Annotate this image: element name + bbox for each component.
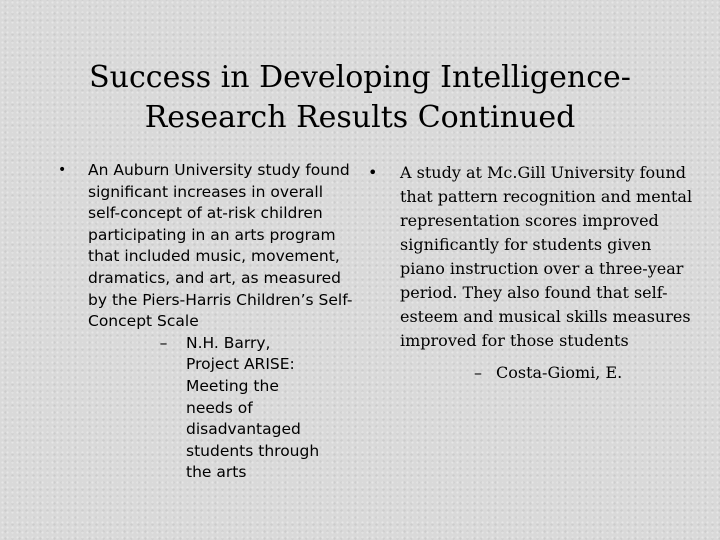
left-citation [141,333,326,484]
dash-icon: – [474,363,482,382]
right-column [368,161,693,385]
title-line-1: Success in Developing Intelligence- [89,60,631,95]
dash-icon: – [159,333,168,352]
slide-title [40,58,680,138]
left-bullet-item [58,160,358,333]
right-citation [460,361,693,385]
bullet-icon: • [368,163,378,182]
left-column [58,160,358,484]
right-bullet-item [368,161,693,353]
left-citation-text: N.H. Barry, Project ARISE: Meeting the needs of disadvantaged students through the arts [186,333,320,482]
bullet-icon: • [58,162,67,178]
title-line-2: Research Results Continued [144,100,576,135]
left-bullet-text: An Auburn University study found significant increases in overall self-concept of at-risk children participating in an arts program that included music, movement, dramatics, and art, as measured by the Piers-Harris Children’s Self-Concept Scale [88,161,353,331]
right-citation-text: Costa-Giomi, E. [496,363,623,382]
right-bullet-text: A study at Mc.Gill University found that pattern recognition and mental representation scores improved significantly for students given piano instruction over a three-year period. They also found that self-esteem and musical skills measures improved for those students [400,163,693,350]
